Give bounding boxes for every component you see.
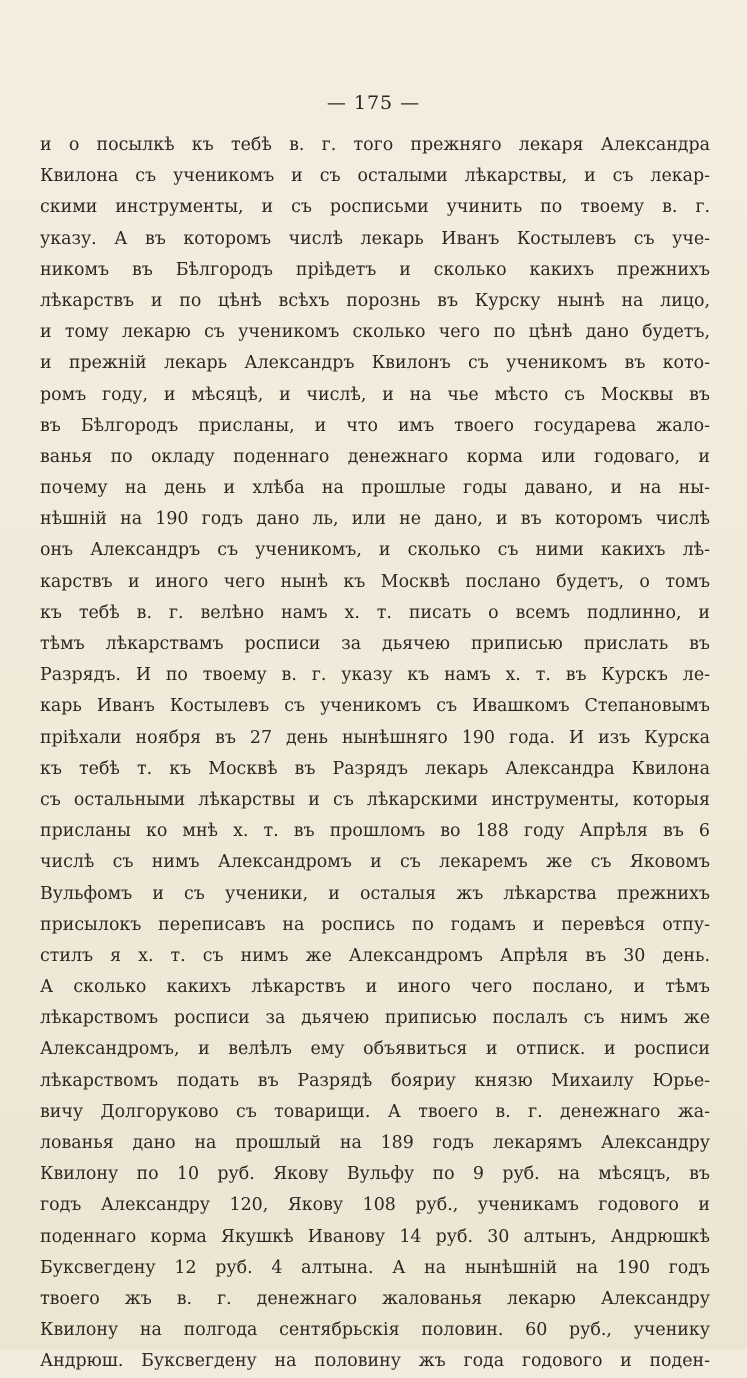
text-line: пріѣхали ноября въ 27 день нынѣшняго 190 года. И изъ Курска: [40, 727, 710, 748]
text-line: лованья дано на прошлый на 189 годъ лекарямъ Александру: [40, 1133, 710, 1153]
text-line: къ тебѣ в. г. велѣно намъ х. т. писать о всемъ подлинно, и: [40, 602, 710, 623]
text-line: лѣкарствомъ подать въ Разрядѣ бояриу князю Михаилу Юрье-: [40, 1070, 710, 1091]
text-line: Александромъ, и велѣлъ ему объявиться и отписк. и росписи: [40, 1039, 710, 1060]
text-line: нѣшній на 190 годъ дано ль, или не дано, и въ которомъ числѣ: [40, 509, 710, 530]
text-line: ванья по окладу поденнаго денежнаго корма или годоваго, и: [40, 446, 710, 467]
text-line: А сколько какихъ лѣкарствъ и иного чего послано, и тѣмъ: [40, 977, 710, 998]
text-line: и прежній лекарь Александръ Квилонъ съ ученикомъ въ кото-: [40, 353, 710, 374]
text-line: Разрядъ. И по твоему в. г. указу къ намъ х. т. въ Курскъ ле-: [40, 665, 710, 686]
text-line: присылокъ переписавъ на роспись по годамъ и перевѣся отпу-: [40, 914, 710, 935]
page-text: [40, 130, 710, 1378]
text-line: въ Бѣлгородъ присланы, и что имъ твоего государева жало-: [40, 415, 710, 436]
text-line: никомъ въ Бѣлгородъ пріѣдетъ и сколько какихъ прежнихъ: [40, 259, 710, 280]
text-line: поденнаго корма Якушкѣ Иванову 14 руб. 30 алтынъ, Андрюшкѣ: [40, 1226, 710, 1247]
text-line: лѣкарствомъ росписи за дьячею приписью послалъ съ нимъ же: [40, 1008, 710, 1029]
text-line: числѣ съ нимъ Александромъ и съ лекаремъ же съ Яковомъ: [40, 852, 710, 873]
text-line: годъ Александру 120, Якову 108 руб., ученикамъ годового и: [40, 1195, 710, 1216]
text-line: скими инструменты, и съ росписьми учинить по твоему в. г.: [40, 197, 710, 218]
text-line: и тому лекарю съ ученикомъ сколько чего по цѣнѣ дано будетъ,: [40, 322, 710, 343]
text-line: Буксвегдену 12 руб. 4 алтына. А на нынѣшній на 190 годъ: [40, 1257, 710, 1278]
text-line: съ остальными лѣкарствы и съ лѣкарскими инструменты, которыя: [40, 789, 710, 810]
text-line: почему на день и хлѣба на прошлые годы давано, и на ны-: [40, 478, 710, 499]
text-line: Квилону на полгода сентябрьскія половин. 60 руб., ученику: [40, 1320, 710, 1341]
text-line: указу. А въ которомъ числѣ лекарь Иванъ Костылевъ съ уче-: [40, 228, 710, 249]
text-line: ромъ году, и мѣсяцѣ, и числѣ, и на чье мѣсто съ Москвы въ: [40, 384, 710, 405]
text-line: и о посылкѣ къ тебѣ в. г. того прежняго лекаря Александра: [40, 135, 710, 155]
text-line: карствъ и иного чего нынѣ къ Москвѣ послано будетъ, о томъ: [40, 571, 710, 592]
page-number: — 175 —: [326, 92, 421, 114]
text-line: къ тебѣ т. къ Москвѣ въ Разрядъ лекарь Александра Квилона: [40, 758, 710, 779]
text-line: вичу Долгоруково съ товарищи. А твоего в. г. денежнаго жа-: [40, 1101, 710, 1122]
text-line: онъ Александръ съ ученикомъ, и сколько съ ними какихъ лѣ-: [40, 540, 710, 561]
text-line: твоего жъ в. г. денежнаго жалованья лекарю Александру: [40, 1288, 710, 1309]
text-line: тѣмъ лѣкарствамъ росписи за дьячею приписью прислать въ: [40, 634, 710, 654]
text-line: лѣкарствъ и по цѣнѣ всѣхъ порознь въ Курску нынѣ на лицо,: [40, 290, 710, 311]
text-line: Вульфомъ и съ ученики, и осталыя жъ лѣкарства прежнихъ: [40, 883, 710, 904]
text-line: Квилону по 10 руб. Якову Вульфу по 9 руб. на мѣсяцъ, въ: [40, 1164, 710, 1185]
text-line: стилъ я х. т. съ нимъ же Александромъ Апрѣля въ 30 день.: [40, 945, 710, 966]
text-line: присланы ко мнѣ х. т. въ прошломъ во 188 году Апрѣля въ 6: [40, 821, 710, 842]
text-line: Квилона съ ученикомъ и съ осталыми лѣкарствы, и съ лекар-: [40, 166, 710, 187]
text-line: Андрюш. Буксвегдену на половину жъ года годового и поден-: [40, 1351, 710, 1372]
text-line: карь Иванъ Костылевъ съ ученикомъ съ Ивашкомъ Степановымъ: [40, 696, 710, 717]
